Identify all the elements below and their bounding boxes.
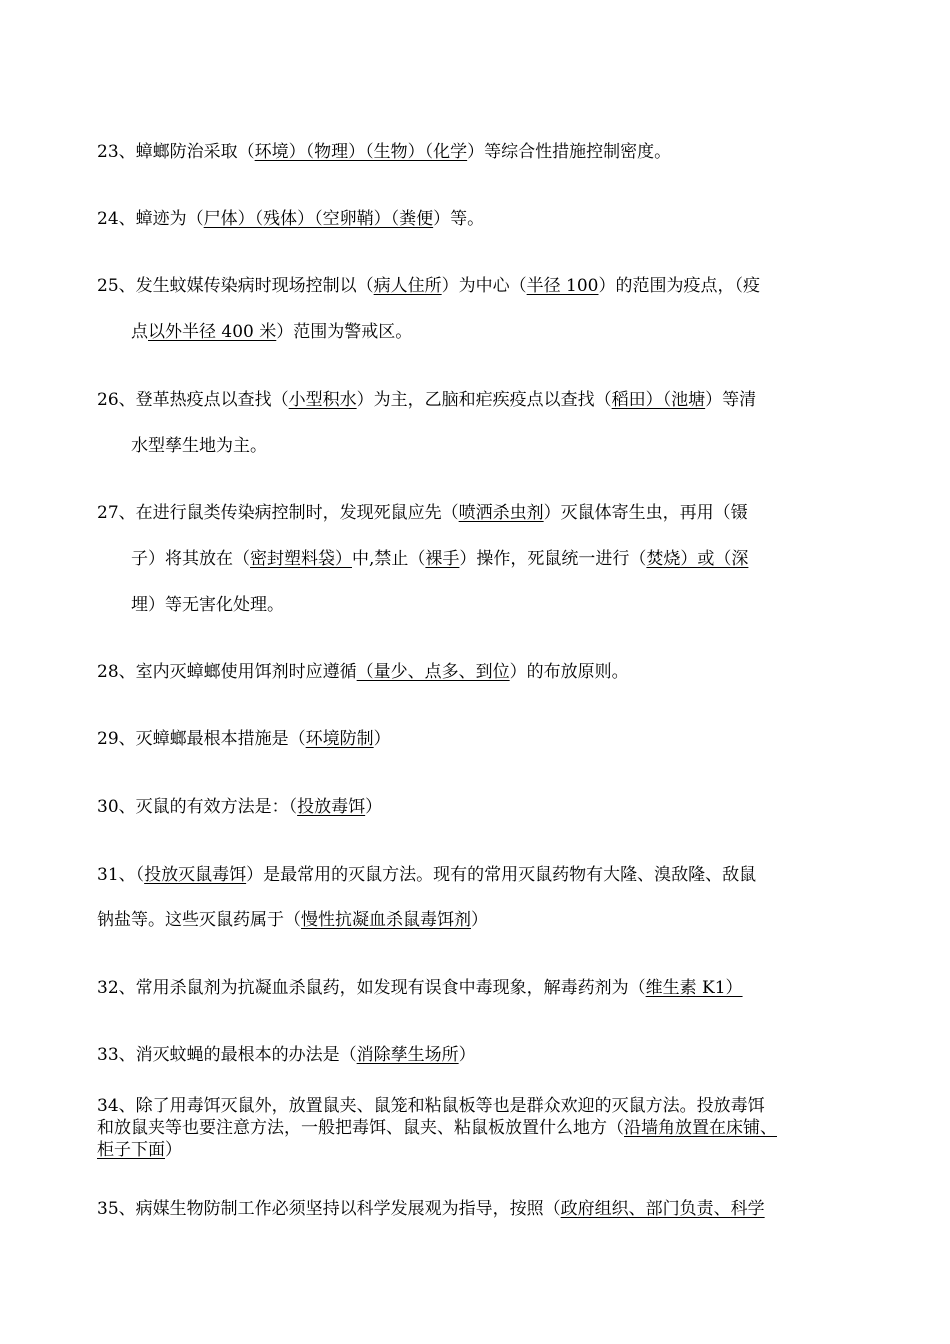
text-line-q30-l1	[97, 796, 382, 818]
text-line-q33-l1	[97, 1044, 476, 1066]
question-text: 26、登革热疫点以查找（	[97, 390, 289, 410]
question-text: ）为主，乙脑和疟疾疫点以查找（	[356, 390, 612, 410]
answer-text: 稻田）（池塘	[611, 390, 706, 410]
text-line-q26-l1	[97, 389, 756, 411]
text-line-q29-l1	[97, 728, 391, 750]
question-text: 28、室内灭蟑螂使用饵剂时应遵循	[97, 662, 357, 682]
text-line-q27-l3	[131, 594, 284, 616]
question-text: ）灭鼠体寄生虫，再用（镊	[543, 503, 748, 523]
text-line-q25-l2	[131, 321, 412, 343]
question-text: ）	[471, 910, 488, 930]
text-line-q31-l2	[97, 909, 488, 931]
question-text: 30、灭鼠的有效方法是：（	[97, 797, 298, 817]
question-text: 子）将其放在（	[131, 549, 250, 569]
question-text: ）	[165, 1140, 182, 1160]
question-text: ）的布放原则。	[509, 662, 629, 682]
answer-text: 环境防制	[305, 729, 374, 749]
answer-text: 焚烧）或（深	[646, 549, 749, 569]
question-text: ）等综合性措施控制密度。	[467, 142, 672, 162]
question-text: ）	[458, 1045, 476, 1065]
answer-text: 柜子下面	[97, 1140, 165, 1160]
question-text: 34、除了用毒饵灭鼠外，放置鼠夹、鼠笼和粘鼠板等也是群众欢迎的灭鼠方法。投放毒饵	[97, 1096, 765, 1116]
question-text: 24、蟑迹为（	[97, 209, 204, 229]
answer-text: 尸体）（残体）（空卵鞘）（粪便	[203, 209, 434, 229]
question-text: ）操作，死鼠统一进行（	[459, 549, 647, 569]
question-text: ）	[365, 797, 383, 817]
text-line-q35-l1	[97, 1198, 765, 1220]
text-line-q27-l1	[97, 502, 748, 524]
text-line-q25-l1	[97, 275, 760, 297]
question-text: 和放鼠夹等也要注意方法，一般把毒饵、鼠夹、粘鼠板放置什么地方（	[97, 1118, 624, 1138]
answer-text: 慢性抗凝血杀鼠毒饵剂	[301, 910, 471, 930]
answer-text: （量少、点多、到位	[356, 662, 510, 682]
answer-text: 以外半径 400 米	[148, 322, 277, 342]
answer-text: 病人住所	[373, 276, 442, 296]
answer-text: 喷洒杀虫剂	[458, 503, 544, 523]
text-line-q34-l1	[97, 1096, 765, 1117]
question-text: ）为中心（	[441, 276, 527, 296]
question-text: 中,禁止（	[352, 549, 426, 569]
text-line-q34-l2	[97, 1118, 777, 1139]
question-text: 点	[131, 322, 148, 342]
answer-text: 投放毒饵	[297, 797, 366, 817]
question-text: 钠盐等。这些灭鼠药属于（	[97, 910, 301, 930]
question-text: 25、发生蚊媒传染病时现场控制以（	[97, 276, 374, 296]
text-line-q32-l1	[97, 977, 743, 999]
question-text: ）的范围为疫点，（疫	[598, 276, 760, 296]
answer-text: 半径 100	[526, 276, 599, 296]
text-line-q34-l3	[97, 1140, 182, 1161]
question-text: ）是最常用的灭鼠方法。现有的常用灭鼠药物有大隆、溴敌隆、敌鼠	[246, 865, 757, 885]
text-line-q26-l2	[131, 435, 267, 457]
text-line-q27-l2	[131, 548, 748, 570]
answer-text: 沿墙角放置在床铺、	[624, 1118, 777, 1138]
question-text: 33、消灭蚊蝇的最根本的办法是（	[97, 1045, 357, 1065]
question-text: 埋）等无害化处理。	[131, 595, 284, 615]
answer-text: 裸手	[425, 549, 460, 569]
question-text: 31、（	[97, 865, 145, 885]
answer-text: 投放灭鼠毒饵	[144, 865, 247, 885]
question-text: 水型孳生地为主。	[131, 436, 267, 456]
question-text: 35、病媒生物防制工作必须坚持以科学发展观为指导，按照（	[97, 1199, 561, 1219]
answer-text: 环境）（物理）（生物）（化学	[254, 142, 468, 162]
text-line-q31-l1	[97, 864, 756, 886]
question-text: ）范围为警戒区。	[276, 322, 413, 342]
text-line-q23-l1	[97, 141, 671, 163]
answer-text: 政府组织、部门负责、科学	[560, 1199, 765, 1219]
question-text: 32、常用杀鼠剂为抗凝血杀鼠药，如发现有误食中毒现象，解毒药剂为（	[97, 978, 646, 998]
text-line-q24-l1	[97, 208, 484, 230]
question-text: 29、灭蟑螂最根本措施是（	[97, 729, 306, 749]
question-text: 27、在进行鼠类传染病控制时，发现死鼠应先（	[97, 503, 459, 523]
question-text: ）等清	[705, 390, 757, 410]
question-text: 23、蟑螂防治采取（	[97, 142, 255, 162]
question-text: ）	[373, 729, 391, 749]
answer-text: 密封塑料袋）	[250, 549, 352, 569]
answer-text: 小型积水	[288, 390, 357, 410]
answer-text: 消除孳生场所	[356, 1045, 459, 1065]
answer-text: 维生素 K1）	[645, 978, 743, 998]
question-text: ）等。	[433, 209, 485, 229]
text-line-q28-l1	[97, 661, 629, 683]
